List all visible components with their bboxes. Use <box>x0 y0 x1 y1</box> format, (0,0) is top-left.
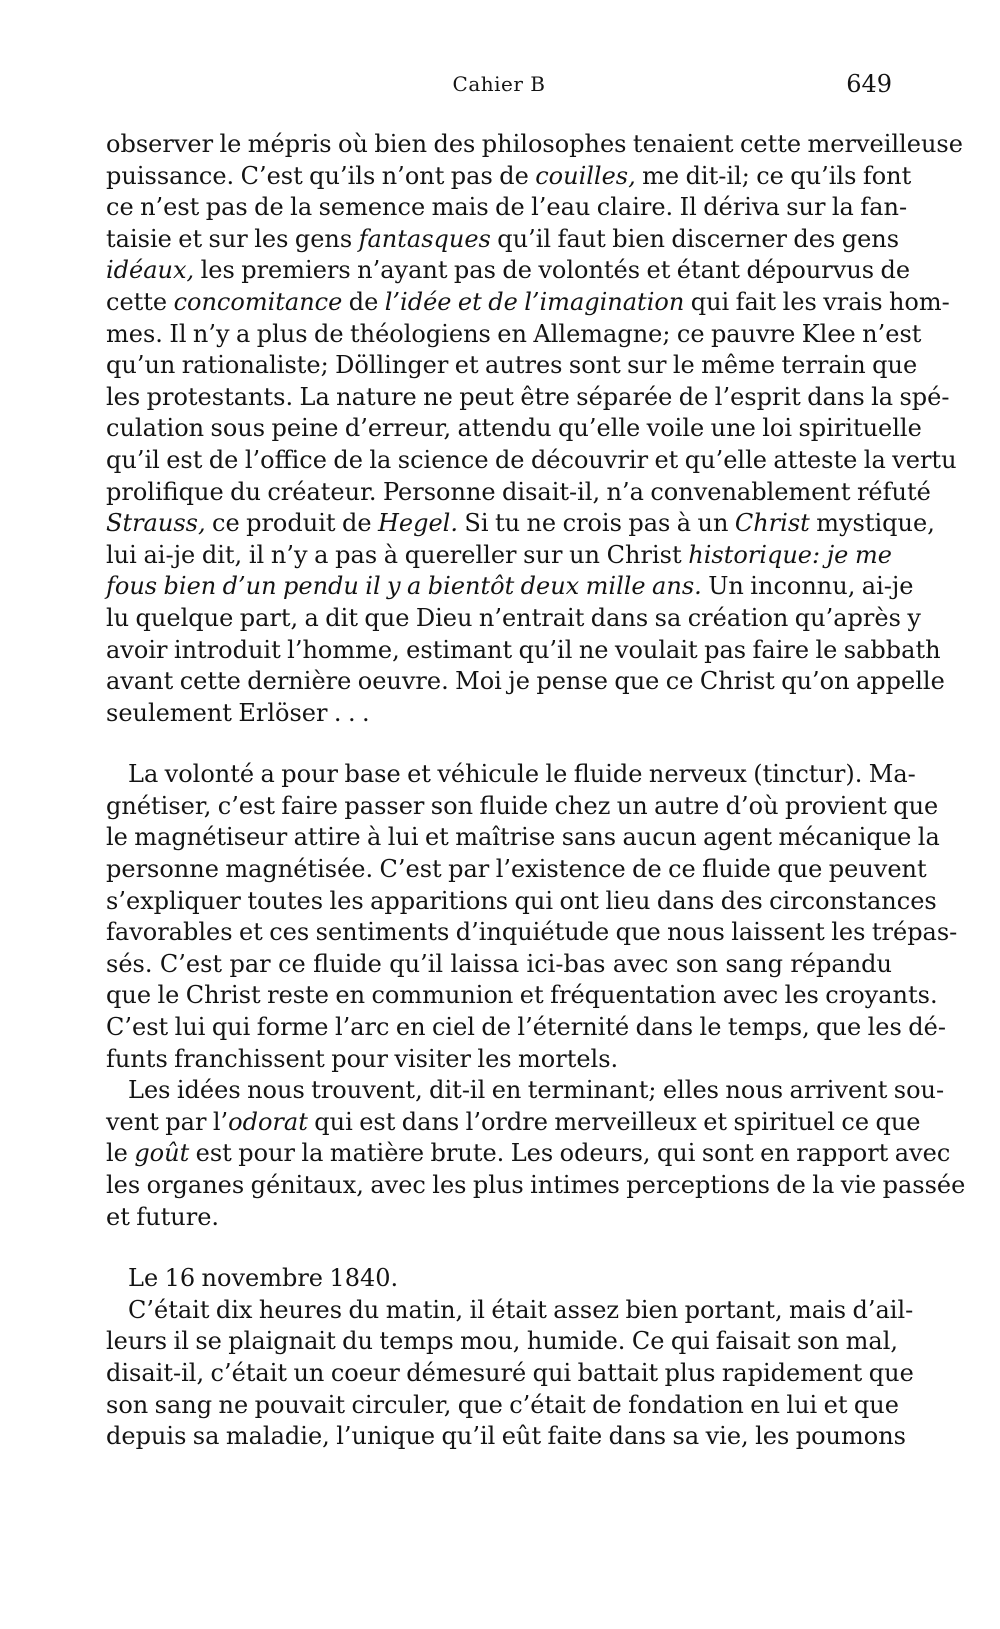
paragraph-gap <box>106 1233 892 1263</box>
text-line: Le 16 novembre 1840. <box>128 1264 399 1293</box>
text-line: prolifique du créateur. Personne disait-il, n’a convenablement réfuté <box>106 477 931 506</box>
text-line: qu’un rationaliste; Döllinger et autres sont sur le même terrain que <box>106 351 918 380</box>
text-line: puissance. C’est qu’ils n’ont pas de couilles, me dit-il; ce qu’ils font <box>106 161 912 190</box>
italic-text: Christ <box>734 509 810 538</box>
text-line: disait-il, c’était un coeur démesuré qui battait plus rapidement que <box>106 1358 914 1387</box>
text-line: cette concomitance de l’idée et de l’imagination qui fait les vrais hom- <box>106 287 950 316</box>
text-line: fous bien d’un pendu il y a bientôt deux mille ans. Un inconnu, ai-je <box>106 572 914 601</box>
text-line: taisie et sur les gens fantasques qu’il faut bien discerner des gens <box>106 224 900 253</box>
text-line: seulement Erlöser . . . <box>106 698 370 727</box>
text-line: qu’il est de l’office de la science de découvrir et qu’elle atteste la vertu <box>106 445 957 474</box>
text-line: les protestants. La nature ne peut être séparée de l’esprit dans la spé- <box>106 382 950 411</box>
text-line: sés. C’est par ce fluide qu’il laissa ici-bas avec son sang répandu <box>106 949 892 978</box>
text-line: avant cette dernière oeuvre. Moi je pense que ce Christ qu’on appelle <box>106 667 945 696</box>
italic-text: historique: je me <box>688 540 893 569</box>
paragraph-1 <box>106 129 963 729</box>
text-line: lui ai-je dit, il n’y a pas à quereller sur un Christ historique: je me <box>106 540 893 569</box>
text-line: les organes génitaux, avec les plus intimes perceptions de la vie passée <box>106 1171 966 1199</box>
text-line: funts franchissent pour visiter les mortels. <box>106 1044 619 1073</box>
text-line: le goût est pour la matière brute. Les odeurs, qui sont en rapport avec <box>106 1139 951 1168</box>
paragraph-4 <box>106 1295 914 1453</box>
text-line: s’expliquer toutes les apparitions qui ont lieu dans des circonstances <box>106 886 937 915</box>
text-line: Strauss, ce produit de Hegel. Si tu ne crois pas à un Christ mystique, <box>106 509 935 538</box>
page-number: 649 <box>846 70 892 98</box>
text-line: La volonté a pour base et véhicule le fluide nerveux (tinctur). Ma- <box>128 760 916 789</box>
text-line: son sang ne pouvait circuler, que c’était de fondation en lui et que <box>106 1390 899 1419</box>
text-line: personne magnétisée. C’est par l’existence de ce fluide que peuvent <box>106 855 927 884</box>
text-line: et future. <box>106 1202 220 1231</box>
text-line: gnétiser, c’est faire passer son fluide chez un autre d’où provient que <box>106 791 939 820</box>
italic-text: couilles, <box>535 161 636 190</box>
text-line: favorables et ces sentiments d’inquiétude que nous laissent les trépas- <box>106 918 958 947</box>
text-line: le magnétiseur attire à lui et maîtrise sans aucun agent mécanique la <box>106 823 940 852</box>
text-line: Les idées nous trouvent, dit-il en terminant; elles nous arrivent sou- <box>128 1076 945 1105</box>
date-heading <box>106 1263 892 1295</box>
italic-text: idéaux, <box>106 256 195 285</box>
text-line: mes. Il n’y a plus de théologiens en Allemagne; ce pauvre Klee n’est <box>106 319 922 348</box>
text-line: lu quelque part, a dit que Dieu n’entrait dans sa création qu’après y <box>106 603 921 632</box>
text-line: idéaux, les premiers n’ayant pas de volontés et étant dépourvus de <box>106 256 911 285</box>
italic-text: fantasques <box>358 224 491 253</box>
paragraph-gap <box>106 729 892 759</box>
italic-text: odorat <box>228 1107 308 1136</box>
text-line: culation sous peine d’erreur, attendu qu’elle voile une loi spirituelle <box>106 414 922 443</box>
italic-text: l’idée et de l’imagination <box>384 287 685 316</box>
text-line: vent par l’odorat qui est dans l’ordre merveilleux et spirituel ce que <box>106 1107 921 1136</box>
chapter-title: Cahier B <box>452 72 546 96</box>
paragraph-3 <box>106 1075 966 1233</box>
italic-text: Strauss, <box>106 509 206 538</box>
text-line: depuis sa maladie, l’unique qu’il eût faite dans sa vie, les poumons <box>106 1422 906 1451</box>
text-line: avoir introduit l’homme, estimant qu’il ne voulait pas faire le sabbath <box>106 635 941 664</box>
text-line: observer le mépris où bien des philosophes tenaient cette merveilleuse <box>106 130 963 158</box>
running-head <box>106 72 892 106</box>
text-line: C’est lui qui forme l’arc en ciel de l’éternité dans le temps, que les dé- <box>106 1013 946 1042</box>
body-text <box>106 129 966 1453</box>
text-line: leurs il se plaignait du temps mou, humide. Ce qui faisait son mal, <box>106 1327 899 1356</box>
text-line: que le Christ reste en communion et fréquentation avec les croyants. <box>106 981 938 1010</box>
italic-text: concomitance <box>173 287 343 316</box>
italic-text: goût <box>134 1139 190 1168</box>
paragraph-2 <box>106 759 958 1075</box>
text-line: ce n’est pas de la semence mais de l’eau claire. Il dériva sur la fan- <box>106 193 908 222</box>
text-line: C’était dix heures du matin, il était assez bien portant, mais d’ail- <box>128 1295 914 1324</box>
italic-text: Hegel. <box>377 509 458 538</box>
italic-text: fous bien d’un pendu il y a bientôt deux mille ans. <box>106 572 702 601</box>
